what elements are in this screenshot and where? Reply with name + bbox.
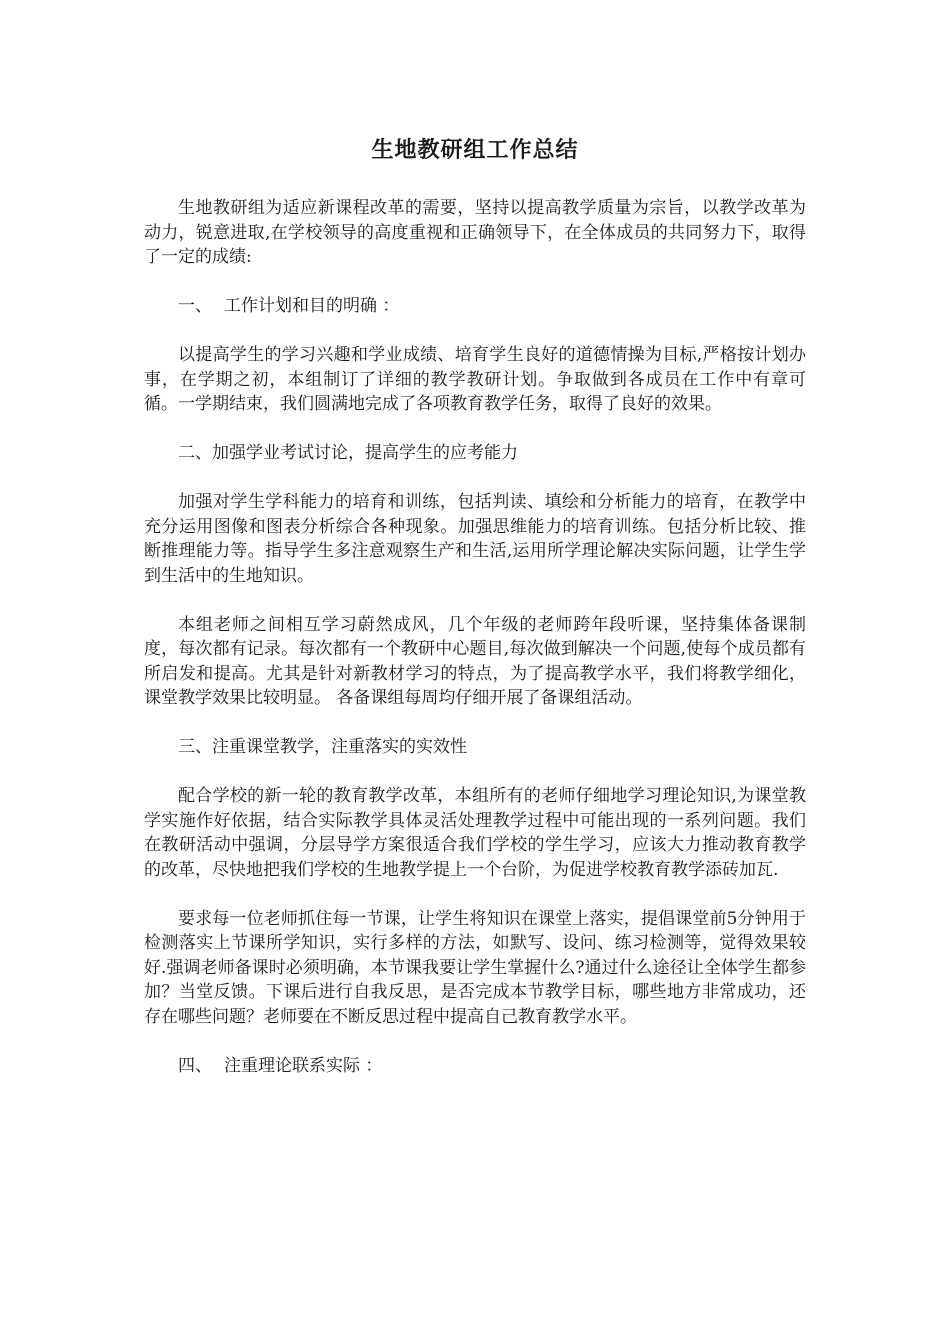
section-2-paragraph-2: 本组老师之间相互学习蔚然成风，几个年级的老师跨年段听课，坚持集体备课制度，每次都有记录。每次都有一个教研中心题目,每次做到解决一个问题,使每个成员都有所启发和提高。尤其是针对新教材学习的特点，为了提高教学水平，我们将教学细化，课堂教学效果比较明显。 各备课组每周均仔细开展了备课组活动。	[144, 614, 806, 708]
section-2-paragraph-1: 加强对学生学科能力的培育和训练，包括判读、填绘和分析能力的培育，在教学中充分运用图像和图表分析综合各种现象。加强思维能力的培育训练。包括分析比较、推断推理能力等。指导学生多注意观察生产和生活,运用所学理论解决实际问题，让学生学到生活中的生地知识。	[144, 492, 806, 586]
section-1-heading	[144, 294, 806, 319]
document-body	[144, 196, 806, 1103]
document-title: 生地教研组工作总结	[371, 137, 579, 163]
section-3-paragraph-1: 配合学校的新一轮的教育教学改革，本组所有的老师仔细地学习理论知识,为课堂教学实施作好依据，结合实际教学具体灵活处理教学过程中可能出现的一系列问题。我们在教研活动中强调，分层导学方案很适合我们学校的学生学习，应该大力推动教育教学的改革，尽快地把我们学校的生地教学提上一个台阶，为促进学校教育教学添砖加瓦.	[144, 786, 806, 880]
section-1-title: 工作计划和目的明确 ：	[224, 296, 400, 316]
section-1-number: 一、	[178, 296, 212, 316]
section-3-paragraph-2: 要求每一位老师抓住每一节课，让学生将知识在课堂上落实，提倡课堂前5分钟用于检测落实上节课所学知识，实行多样的方法，如默写、设问、练习检测等，觉得效果较好.强调老师备课时必须明确，本节课我要让学生掌握什么?通过什么途径让全体学生都参加？当堂反馈。下课后进行自我反思，是否完成本节教学目标，哪些地方非常成功，还存在哪些问题？老师要在不断反思过程中提高自己教育教学水平。	[144, 908, 806, 1027]
intro-paragraph: 生地教研组为适应新课程改革的需要，坚持以提高教学质量为宗旨，以教学改革为动力，锐意进取,在学校领导的高度重视和正确领导下，在全体成员的共同努力下，取得了一定的成绩:	[144, 198, 806, 267]
section-3-heading: 三、注重课堂教学，注重落实的实效性	[178, 737, 467, 757]
section-2-heading: 二、加强学业考试讨论，提高学生的应考能力	[178, 443, 518, 463]
section-4-number: 四、	[178, 1055, 212, 1076]
section-4-title: 注重理论联系实际 ：	[224, 1055, 383, 1076]
section-4-heading	[144, 1054, 806, 1079]
section-1-paragraph-1: 以提高学生的学习兴趣和学业成绩、培育学生良好的道德情操为目标,严格按计划办事，在学期之初，本组制订了详细的教学教研计划。争取做到各成员在工作中有章可循。一学期结束，我们圆满地完成了各项教育教学任务，取得了良好的效果。	[144, 345, 806, 414]
